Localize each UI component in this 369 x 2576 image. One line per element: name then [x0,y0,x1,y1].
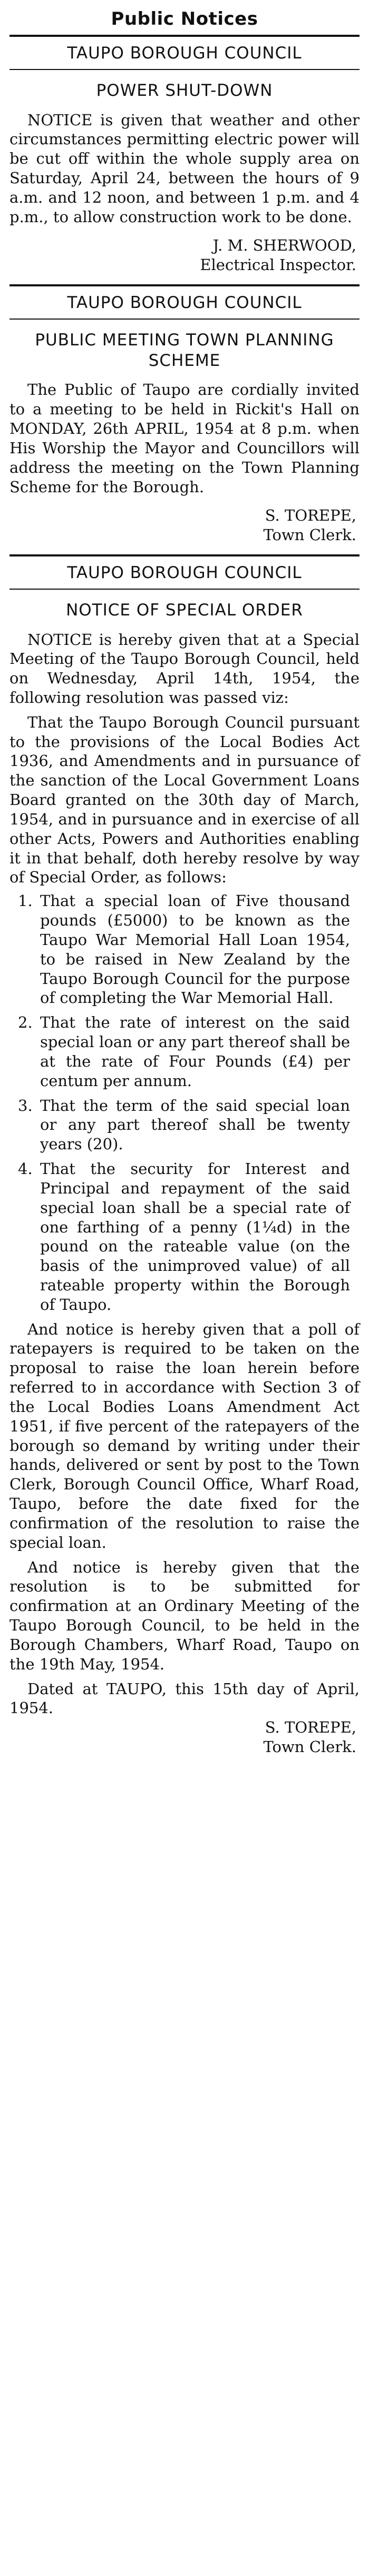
notice-heading: NOTICE OF SPECIAL ORDER [66,600,303,620]
resolution-clause [9,1013,360,1090]
notice-paragraph: That the Taupo Borough Council pursuant to the provisions of the Local Bodies Act 1936, and Amendments and in pursuance of the sanction of the Local Government Loans Board granted on the 30th day of March, 1954, and in pursuance and in exercise of all other Acts, Powers and Authorities enabling it in that behalf, doth hereby resolve by way of Special Order, as follows: [9,713,360,887]
clause-text: That the rate of interest on the said special loan or any part thereof shall be at the rate of Four Pounds (£4) per centum per annum. [40,1013,350,1090]
notice-heading: PUBLIC MEETING TOWN PLANNING SCHEME [35,330,334,370]
clause-number: 4. [18,1160,33,1178]
notice-paragraph: And notice is hereby given that a poll of ratepayers is required to be taken on the proposal to raise the loan herein before referred to in accordance with Section 3 of the Local Bodies Loans Amendment Act 1951, if five percent of the ratepayers of the borough so demand by writing under their hands, delivered or sent by post to the Town Clerk, Borough Council Office, Wharf Road, Taupo, before the date fixed for the confirmation of the resolution to raise the special loan. [9,1320,360,1551]
clause-text: That the security for Interest and Principal and repayment of the said special loan shall be a special rate of one farthing of a penny (1¼d) in the pound on the rateable value (on the basis of the unimproved value) of all rateable property within the Borough of Taupo. [40,1160,350,1314]
notice-paragraph: The Public of Taupo are cordially invited to a meeting to be held in Rickit's Hall on MONDAY, 26th APRIL, 1954 at 8 p.m. when His Worship the Mayor and Councillors will address the meeting on the Town Planning Scheme for the Borough. [9,381,360,496]
clause-number: 2. [18,1013,33,1032]
signature-name: S. TOREPE, [265,1718,356,1737]
clause-number: 3. [18,1096,33,1115]
notice-body [9,630,360,888]
notice-special-order [9,556,360,1766]
notice-signature [9,236,360,275]
signature-name: S. TOREPE, [265,506,356,525]
notice-heading: POWER SHUT-DOWN [96,81,273,100]
notice-council-name: TAUPO BOROUGH COUNCIL [67,44,302,63]
clause-text: That the term of the said special loan or any part thereof shall be twenty years (20). [40,1096,350,1153]
clause-text: That a special loan of Five thousand pounds (£5000) to be known as the Taupo War Memorial Hall Loan 1954, to be raised in New Zealand by the Taupo Borough Council for the purpose of completing the War Memorial Hall. [40,892,350,1007]
signature-title: Town Clerk. [263,1738,356,1756]
resolution-clause [9,891,360,1008]
signature-name: J. M. SHERWOOD, [212,236,356,255]
notice-paragraph: NOTICE is hereby given that at a Special Meeting of the Taupo Borough Council, held on Wednesday, April 14th, 1954, the following resolution was passed viz: [9,630,360,707]
notice-paragraph: NOTICE is given that weather and other circumstances permitting electric power will be cut off within the whole supply area on Saturday, April 24, between the hours of 9 a.m. and 12 noon, and between 1 p.m. and 4 p.m., to allow construction work to be done. [9,111,360,226]
page-title: Public Notices [111,8,258,29]
signature-title: Electrical Inspector. [200,256,356,274]
clause-number: 1. [18,892,33,910]
notice-body [9,380,360,496]
notice-body [9,111,360,227]
notice-council-name: TAUPO BOROUGH COUNCIL [67,293,302,313]
resolution-clauses [9,891,360,1314]
notice-paragraph: Dated at TAUPO, this 15th day of April, 1954. [9,1679,360,1717]
notice-paragraph: And notice is hereby given that the resolution is to be submitted for confirmation at an Ordinary Meeting of the Taupo Borough Council, to be held in the Borough Chambers, Wharf Road, Taupo on the 19th May, 1954. [9,1558,360,1673]
notice-council-name: TAUPO BOROUGH COUNCIL [67,563,302,582]
notice-public-meeting [9,286,360,554]
resolution-clause [9,1159,360,1315]
signature-title: Town Clerk. [263,526,356,544]
resolution-clause [9,1096,360,1154]
notice-body [9,1320,360,1718]
notice-signature [9,506,360,545]
notice-power-shutdown [9,37,360,284]
notice-signature [9,1718,360,1757]
